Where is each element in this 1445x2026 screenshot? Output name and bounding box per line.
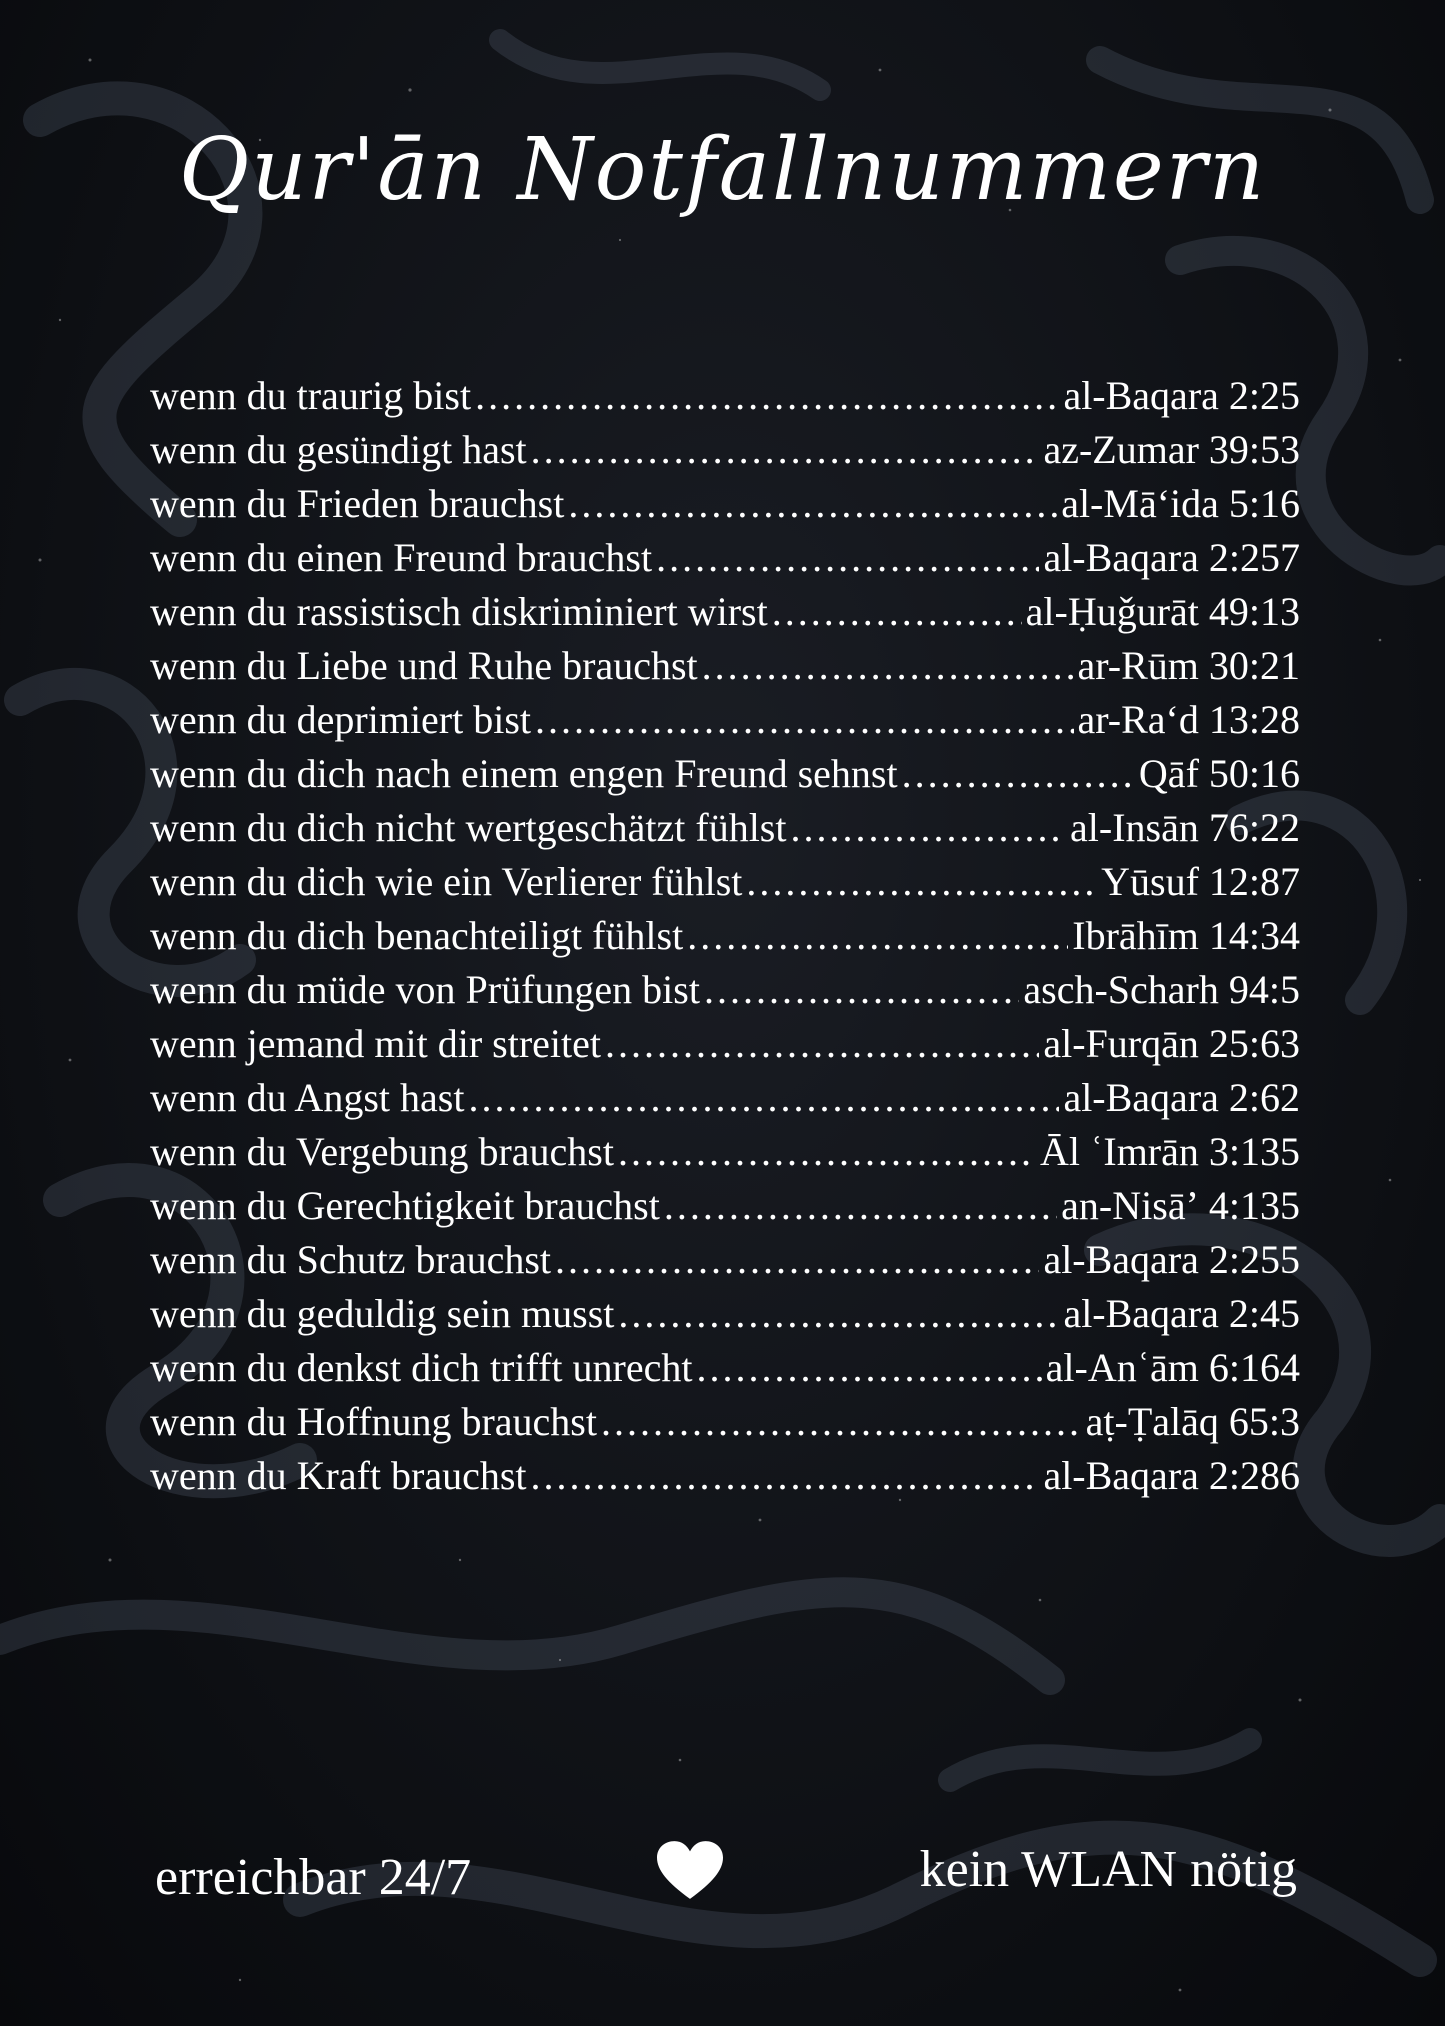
list-item (150, 1344, 1300, 1398)
verse-reference: al-Baqara 2:255 (1043, 1237, 1300, 1282)
list-item (150, 1074, 1300, 1128)
list-item (150, 1452, 1300, 1506)
list-item (150, 534, 1300, 588)
dot-leader (664, 1182, 1057, 1229)
dot-leader (468, 1074, 1059, 1121)
dot-leader (555, 1236, 1039, 1283)
verse-reference: ar-Raʻd 13:28 (1077, 697, 1300, 742)
condition-text: wenn du Gerechtigkeit brauchst (150, 1183, 660, 1228)
dot-leader (704, 966, 1019, 1013)
dot-leader (475, 372, 1059, 419)
condition-text: wenn du traurig bist (150, 373, 472, 418)
list-item (150, 426, 1300, 480)
condition-text: wenn du gesündigt hast (150, 427, 527, 472)
condition-text: wenn du Liebe und Ruhe brauchst (150, 643, 698, 688)
condition-text: wenn du dich nicht wertgeschätzt fühlst (150, 805, 787, 850)
condition-text: wenn du dich wie ein Verlierer fühlst (150, 859, 743, 904)
list-item (150, 1290, 1300, 1344)
condition-text: wenn du dich benachteiligt fühlst (150, 913, 684, 958)
condition-text: wenn du müde von Prüfungen bist (150, 967, 700, 1012)
list-item (150, 966, 1300, 1020)
list-item (150, 1020, 1300, 1074)
condition-text: wenn du Kraft brauchst (150, 1453, 527, 1498)
verse-reference: Ibrāhīm 14:34 (1072, 913, 1300, 958)
heart-icon (657, 1840, 723, 1902)
dot-leader (618, 1128, 1036, 1175)
dot-leader (687, 912, 1068, 959)
dot-leader (772, 588, 1022, 635)
verse-reference: az-Zumar 39:53 (1043, 427, 1300, 472)
list-item (150, 696, 1300, 750)
verse-list (150, 372, 1300, 1506)
dot-leader (696, 1344, 1041, 1391)
verse-reference: ar-Rūm 30:21 (1077, 643, 1300, 688)
condition-text: wenn du Vergebung brauchst (150, 1129, 614, 1174)
list-item (150, 1182, 1300, 1236)
verse-reference: al-Baqara 2:45 (1063, 1291, 1300, 1336)
dot-leader (531, 426, 1040, 473)
verse-reference: an-Nisāʼ 4:135 (1061, 1183, 1300, 1228)
verse-reference: al-Baqara 2:257 (1043, 535, 1300, 580)
dot-leader (535, 696, 1073, 743)
condition-text: wenn du rassistisch diskriminiert wirst (150, 589, 768, 634)
condition-text: wenn du dich nach einem engen Freund sehnst (150, 751, 898, 796)
verse-reference: asch-Scharh 94:5 (1023, 967, 1300, 1012)
list-item (150, 858, 1300, 912)
dot-leader (702, 642, 1074, 689)
verse-reference: al-Furqān 25:63 (1043, 1021, 1300, 1066)
dot-leader (656, 534, 1039, 581)
footer (0, 1840, 1445, 1910)
list-item (150, 642, 1300, 696)
verse-reference: Yūsuf 12:87 (1101, 859, 1300, 904)
list-item (150, 372, 1300, 426)
dot-leader (605, 1020, 1039, 1067)
dot-leader (902, 750, 1135, 797)
list-item (150, 588, 1300, 642)
dot-leader (531, 1452, 1040, 1499)
list-item (150, 1398, 1300, 1452)
dot-leader (746, 858, 1097, 905)
condition-text: wenn du einen Freund brauchst (150, 535, 653, 580)
condition-text: wenn du Angst hast (150, 1075, 465, 1120)
condition-text: wenn du Frieden brauchst (150, 481, 565, 526)
condition-text: wenn jemand mit dir streitet (150, 1021, 601, 1066)
dot-leader (601, 1398, 1082, 1445)
condition-text: wenn du geduldig sein musst (150, 1291, 615, 1336)
verse-reference: al-Ḥuǧurāt 49:13 (1025, 589, 1300, 634)
dot-leader (568, 480, 1057, 527)
verse-reference: al-Baqara 2:25 (1063, 373, 1300, 418)
dot-leader (790, 804, 1066, 851)
verse-reference: al-Baqara 2:286 (1043, 1453, 1300, 1498)
condition-text: wenn du Hoffnung brauchst (150, 1399, 597, 1444)
verse-reference: al-Insān 76:22 (1070, 805, 1300, 850)
list-item (150, 912, 1300, 966)
dot-leader (618, 1290, 1059, 1337)
verse-reference: al-Māʻida 5:16 (1061, 481, 1300, 526)
list-item (150, 804, 1300, 858)
footer-no-wifi: kein WLAN nötig (919, 1841, 1297, 1898)
verse-reference: al-Baqara 2:62 (1063, 1075, 1300, 1120)
verse-reference: aṭ-Ṭalāq 65:3 (1085, 1399, 1300, 1444)
condition-text: wenn du deprimiert bist (150, 697, 532, 742)
list-item (150, 1236, 1300, 1290)
verse-reference: Qāf 50:16 (1138, 751, 1300, 796)
list-item (150, 1128, 1300, 1182)
condition-text: wenn du denkst dich trifft unrecht (150, 1345, 693, 1390)
verse-reference: al-Anʿām 6:164 (1045, 1345, 1300, 1390)
list-item (150, 750, 1300, 804)
verse-reference: Āl ʿImrān 3:135 (1040, 1129, 1300, 1174)
list-item (150, 480, 1300, 534)
page-title: Qur'ān Notfallnummern (178, 120, 1267, 220)
condition-text: wenn du Schutz brauchst (150, 1237, 552, 1282)
footer-availability: erreichbar 24/7 (155, 1849, 472, 1906)
